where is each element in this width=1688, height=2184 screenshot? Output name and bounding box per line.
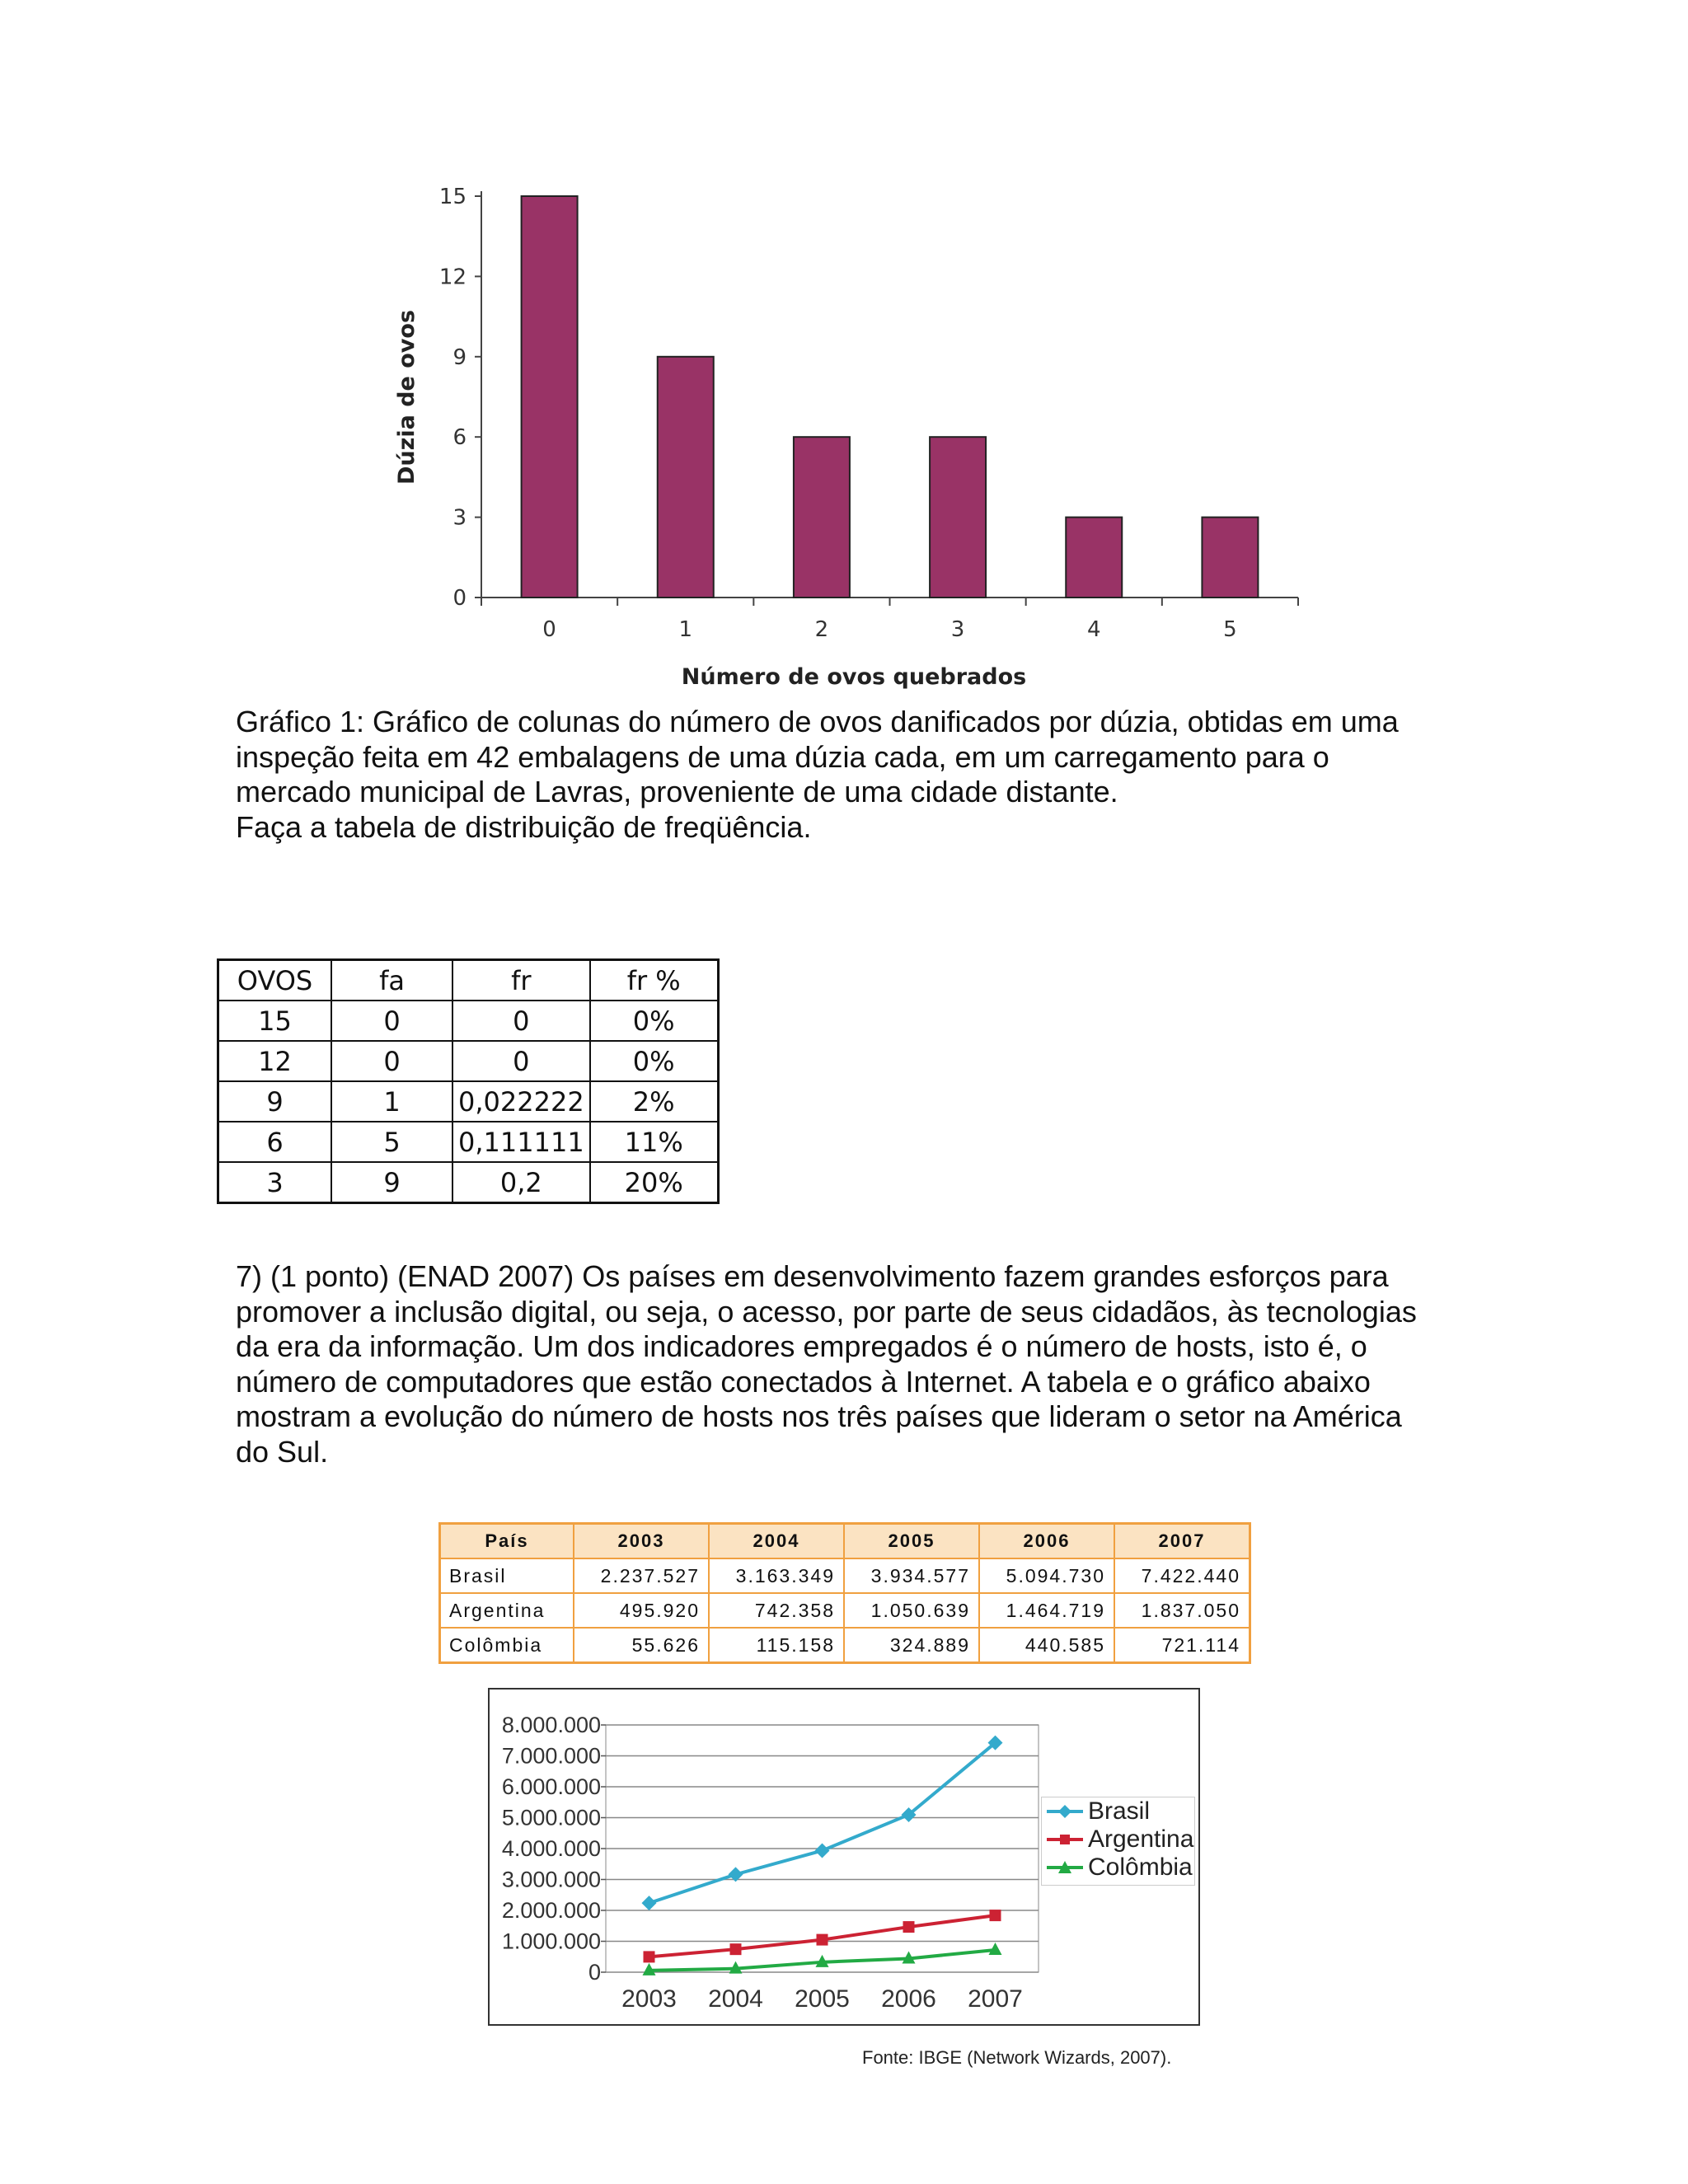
question-line: da era da informação. Um dos indicadores empregados é o número de hosts, isto é, o <box>236 1329 1367 1363</box>
cell: 0 <box>331 1041 452 1081</box>
y-tick-label: 15 <box>438 185 467 209</box>
col-ovos: OVOS <box>218 960 332 1001</box>
cell: 3 <box>218 1162 332 1203</box>
bar <box>1066 518 1122 598</box>
y-tick-label: 3 <box>452 505 467 531</box>
cell: 0 <box>331 1001 452 1041</box>
table-header-row <box>440 1524 1250 1559</box>
bar <box>522 196 578 598</box>
country-cell: Colômbia <box>440 1628 574 1663</box>
legend-label: Colômbia <box>1088 1854 1193 1881</box>
cell: 115.158 <box>709 1628 844 1663</box>
y-tick-label: 3.000.000 <box>501 1867 601 1892</box>
y-tick-label: 6.000.000 <box>501 1774 601 1799</box>
col-pais: País <box>440 1524 574 1559</box>
frequency-table <box>217 958 720 1204</box>
cell: 1 <box>331 1081 452 1122</box>
question-line: 7) (1 ponto) (ENAD 2007) Os países em desenvolvimento fazem grandes esforços para <box>236 1259 1389 1293</box>
cell: 0 <box>452 1001 590 1041</box>
bar-chart <box>379 173 1302 701</box>
x-tick-label: 3 <box>950 617 965 642</box>
cell: 721.114 <box>1114 1628 1250 1663</box>
cell: 742.358 <box>709 1593 844 1628</box>
x-tick-label: 5 <box>1223 617 1237 642</box>
x-tick-label: 1 <box>678 617 693 642</box>
caption-line: Faça a tabela de distribuição de freqüência. <box>236 809 812 844</box>
cell: 15 <box>218 1001 332 1041</box>
data-point <box>990 1910 1001 1921</box>
table-row <box>218 1122 719 1162</box>
cell: 1.050.639 <box>844 1593 979 1628</box>
caption-line: mercado municipal de Lavras, proveniente de uma cidade distante. <box>236 775 1118 808</box>
legend-item-brasil <box>1042 1797 1194 1825</box>
bar-chart-xlabel: Número de ovos quebrados <box>681 664 1027 690</box>
x-tick-label: 0 <box>542 617 556 642</box>
col-year: 2007 <box>1114 1524 1250 1559</box>
cell: 1.464.719 <box>979 1593 1114 1628</box>
y-tick-label: 0 <box>588 1960 601 1985</box>
table-row <box>218 1162 719 1203</box>
y-tick-label: 1.000.000 <box>501 1929 601 1954</box>
x-tick-label: 4 <box>1086 617 1101 642</box>
legend-label: Brasil <box>1088 1797 1151 1825</box>
table-row <box>440 1558 1250 1593</box>
cell: 324.889 <box>844 1628 979 1663</box>
y-tick-label: 4.000.000 <box>501 1836 601 1861</box>
y-tick-label: 12 <box>438 265 467 290</box>
legend-label: Argentina <box>1088 1825 1194 1853</box>
col-fa: fa <box>331 960 452 1001</box>
x-tick-label: 2006 <box>881 1985 936 2013</box>
x-tick-label: 2003 <box>621 1985 677 2013</box>
data-point <box>817 1934 828 1946</box>
bar <box>1202 518 1258 598</box>
col-fr-pct: fr % <box>590 960 719 1001</box>
cell: 9 <box>331 1162 452 1203</box>
y-tick-label: 9 <box>452 344 467 370</box>
x-tick-label: 2005 <box>795 1985 850 2013</box>
cell: 3.934.577 <box>844 1558 979 1593</box>
cell: 20% <box>590 1162 719 1203</box>
x-tick-label: 2 <box>814 617 829 642</box>
question-text <box>236 1259 1459 1469</box>
cell: 6 <box>218 1122 332 1162</box>
col-year: 2006 <box>979 1524 1114 1559</box>
diamond-marker-icon <box>1045 1803 1085 1820</box>
cell: 0% <box>590 1001 719 1041</box>
cell: 11% <box>590 1122 719 1162</box>
cell: 0 <box>452 1041 590 1081</box>
cell: 55.626 <box>574 1628 709 1663</box>
cell: 7.422.440 <box>1114 1558 1250 1593</box>
col-year: 2004 <box>709 1524 844 1559</box>
country-cell: Brasil <box>440 1558 574 1593</box>
cell: 5 <box>331 1122 452 1162</box>
bar <box>930 437 986 598</box>
cell: 440.585 <box>979 1628 1114 1663</box>
cell: 0% <box>590 1041 719 1081</box>
cell: 0,022222 <box>452 1081 590 1122</box>
cell: 5.094.730 <box>979 1558 1114 1593</box>
y-tick-label: 0 <box>452 586 467 611</box>
cell: 2.237.527 <box>574 1558 709 1593</box>
source-note: Fonte: IBGE (Network Wizards, 2007). <box>862 2047 1172 2068</box>
bar-chart-ylabel: Dúzia de ovos <box>394 309 420 485</box>
cell: 495.920 <box>574 1593 709 1628</box>
question-line: número de computadores que estão conectados à Internet. A tabela e o gráfico abaixo <box>236 1364 1371 1399</box>
legend-item-argentina <box>1042 1825 1194 1854</box>
caption-line: Gráfico 1: Gráfico de colunas do número de ovos danificados por dúzia, obtidas em uma <box>236 705 1399 738</box>
square-marker-icon <box>1045 1831 1085 1848</box>
data-point <box>644 1951 655 1962</box>
cell: 2% <box>590 1081 719 1122</box>
cell: 9 <box>218 1081 332 1122</box>
question-line: mostram a evolução do número de hosts nos três países que lideram o setor na América <box>236 1399 1402 1433</box>
y-tick-label: 7.000.000 <box>501 1743 601 1769</box>
question-line: promover a inclusão digital, ou seja, o acesso, por parte de seus cidadãos, às tecnologias <box>236 1294 1417 1329</box>
line-chart-legend <box>1041 1797 1195 1886</box>
data-point <box>730 1943 742 1955</box>
x-tick-label: 2007 <box>968 1985 1023 2013</box>
y-tick-label: 2.000.000 <box>501 1898 601 1923</box>
table-row <box>218 1081 719 1122</box>
table-row <box>440 1593 1250 1628</box>
legend-item-colombia <box>1042 1854 1194 1882</box>
caption-line: inspeção feita em 42 embalagens de uma dúzia cada, em um carregamento para o <box>236 739 1329 774</box>
cell: 0,111111 <box>452 1122 590 1162</box>
col-fr: fr <box>452 960 590 1001</box>
cell: 0,2 <box>452 1162 590 1203</box>
data-point <box>903 1921 915 1933</box>
y-tick-label: 8.000.000 <box>501 1713 601 1737</box>
col-year: 2005 <box>844 1524 979 1559</box>
cell: 12 <box>218 1041 332 1081</box>
country-cell: Argentina <box>440 1593 574 1628</box>
cell: 3.163.349 <box>709 1558 844 1593</box>
y-tick-label: 6 <box>452 425 467 451</box>
bar <box>794 437 850 598</box>
triangle-marker-icon <box>1045 1859 1085 1876</box>
hosts-table <box>438 1522 1251 1664</box>
cell: 1.837.050 <box>1114 1593 1250 1628</box>
table-header-row <box>218 960 719 1001</box>
table-row <box>218 1001 719 1041</box>
table-row <box>440 1628 1250 1663</box>
bar <box>658 357 714 598</box>
chart-caption <box>236 705 1459 845</box>
question-line: do Sul. <box>236 1434 329 1469</box>
x-tick-label: 2004 <box>708 1985 763 2013</box>
col-year: 2003 <box>574 1524 709 1559</box>
table-row <box>218 1041 719 1081</box>
y-tick-label: 5.000.000 <box>501 1805 601 1830</box>
